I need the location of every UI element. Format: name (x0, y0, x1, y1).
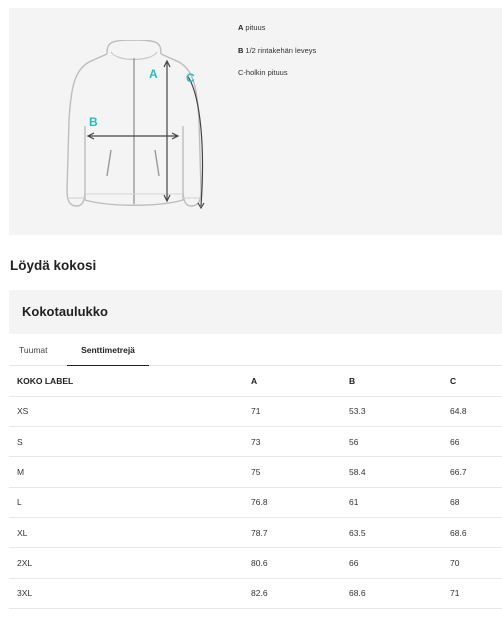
size-diagram-panel (9, 8, 502, 235)
size-cell: 3XL (9, 578, 251, 608)
size-cell: M (9, 457, 251, 487)
size-chart (9, 290, 502, 628)
column-header-c: C (450, 366, 502, 396)
b-cell: 63.5 (349, 517, 450, 547)
c-cell: 66 (450, 427, 502, 457)
measurement-legend (238, 23, 316, 91)
a-cell: 73 (251, 427, 349, 457)
table-row (9, 578, 502, 608)
tab-inches[interactable]: Tuumat (19, 345, 48, 355)
size-table (9, 366, 502, 609)
size-cell: XL (9, 517, 251, 547)
size-chart-header (9, 290, 502, 334)
a-cell: 82.6 (251, 578, 349, 608)
legend-c: C-holkin pituus (238, 68, 288, 77)
size-cell: XS (9, 396, 251, 426)
size-chart-title: Kokotaulukko (22, 304, 108, 319)
measurement-labels (9, 8, 249, 235)
a-cell: 75 (251, 457, 349, 487)
legend-b: B 1/2 rintakehän leveys (238, 45, 317, 55)
a-cell: 80.6 (251, 548, 349, 578)
a-cell: 76.8 (251, 487, 349, 517)
label-b: B (89, 115, 98, 129)
c-cell: 66.7 (450, 457, 502, 487)
label-a: A (149, 67, 158, 81)
c-cell: 64.8 (450, 396, 502, 426)
c-cell: 70 (450, 548, 502, 578)
table-row (9, 457, 502, 487)
table-row (9, 487, 502, 517)
a-cell: 71 (251, 396, 349, 426)
c-cell: 68 (450, 487, 502, 517)
b-cell: 61 (349, 487, 450, 517)
column-header-a: A (251, 366, 349, 396)
column-header-size: KOKO LABEL (9, 366, 251, 396)
column-header-b: B (349, 366, 450, 396)
c-cell: 68.6 (450, 517, 502, 547)
b-cell: 53.3 (349, 396, 450, 426)
size-cell: S (9, 427, 251, 457)
c-cell: 71 (450, 578, 502, 608)
unit-tabs (9, 334, 502, 366)
b-cell: 58.4 (349, 457, 450, 487)
size-cell: L (9, 487, 251, 517)
b-cell: 56 (349, 427, 450, 457)
table-row (9, 396, 502, 426)
table-row (9, 427, 502, 457)
a-cell: 78.7 (251, 517, 349, 547)
find-size-heading: Löydä kokosi (10, 258, 97, 273)
label-c: C (186, 71, 195, 85)
table-header-row (9, 366, 502, 396)
legend-a: A pituus (238, 23, 266, 32)
b-cell: 66 (349, 548, 450, 578)
tab-centimeters[interactable]: Senttimetrejä (67, 334, 149, 366)
size-cell: 2XL (9, 548, 251, 578)
table-row (9, 548, 502, 578)
table-row (9, 517, 502, 547)
b-cell: 68.6 (349, 578, 450, 608)
